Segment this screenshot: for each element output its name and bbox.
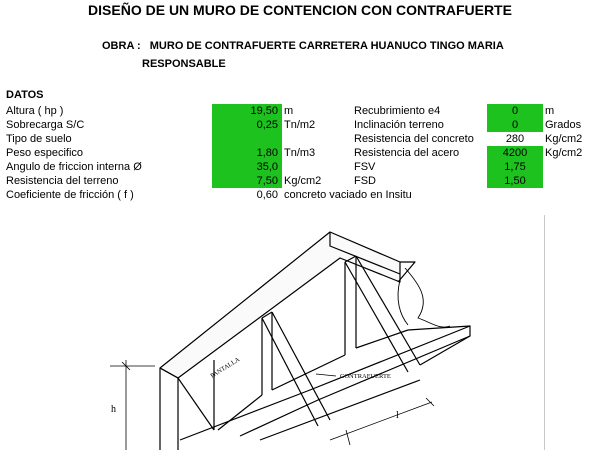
peso-especifico-label: Peso especifico [6,147,84,159]
altura-label: Altura ( hp ) [6,105,64,117]
contrafuerte-label: CONTRAFUERTE [340,373,391,380]
sobrecarga-label: Sobrecarga S/C [6,119,85,131]
resistencia-concreto-unit: Kg/cm2 [545,133,583,145]
inclinacion-value[interactable]: 0 [487,118,543,132]
resistencia-acero-unit: Kg/cm2 [545,147,583,159]
pantalla-label: PANTALLA [209,356,242,380]
fsd-value[interactable]: 1,50 [487,174,543,188]
obra-value: MURO DE CONTRAFUERTE CARRETERA HUANUCO TINGO MARIA [149,40,504,52]
coeficiente-friccion-note: concreto vaciado en Insitu [284,189,412,201]
sobrecarga-unit: Tn/m2 [284,119,316,131]
resistencia-acero-label: Resistencia del acero [354,147,460,159]
sobrecarga-value[interactable]: 0,25 [212,118,282,132]
obra-label: OBRA : [102,40,141,52]
coeficiente-friccion-value[interactable]: 0,60 [256,189,278,201]
recubrimiento-label: Recubrimiento e4 [354,105,441,117]
datos-header: DATOS [6,89,44,101]
dimension-l-label: l [396,410,399,421]
peso-especifico-value[interactable]: 1,80 [212,146,282,160]
recubrimiento-unit: m [545,105,555,117]
altura-value[interactable]: 19,50 [212,104,282,118]
sheet-title: DISEÑO DE UN MURO DE CONTENCION CON CONTRAFUERTE [88,2,512,18]
dimension-h-label: h [111,404,116,415]
peso-especifico-unit: Tn/m3 [284,147,316,159]
altura-unit: m [284,105,294,117]
inclinacion-unit: Grados [545,119,582,131]
fsv-value[interactable]: 1,75 [487,160,543,174]
resistencia-terreno-value[interactable]: 7,50 [212,174,282,188]
resistencia-concreto-value[interactable]: 280 [505,133,525,145]
fsv-label: FSV [354,161,376,173]
resistencia-concreto-label: Resistencia del concreto [354,133,474,145]
fsd-label: FSD [354,175,376,187]
responsable-label: RESPONSABLE [142,58,226,70]
angulo-friccion-value[interactable]: 35,0 [212,160,282,174]
resistencia-terreno-label: Resistencia del terreno [6,175,119,187]
resistencia-acero-value[interactable]: 4200 [487,146,543,160]
coeficiente-friccion-label: Coeficiente de fricción ( f ) [6,189,134,201]
recubrimiento-value[interactable]: 0 [487,104,543,118]
inclinacion-label: Inclinación terreno [354,119,444,131]
tipo-suelo-label: Tipo de suelo [6,133,72,145]
angulo-friccion-label: Angulo de friccion interna Ø [6,161,142,173]
resistencia-terreno-unit: Kg/cm2 [284,175,322,187]
